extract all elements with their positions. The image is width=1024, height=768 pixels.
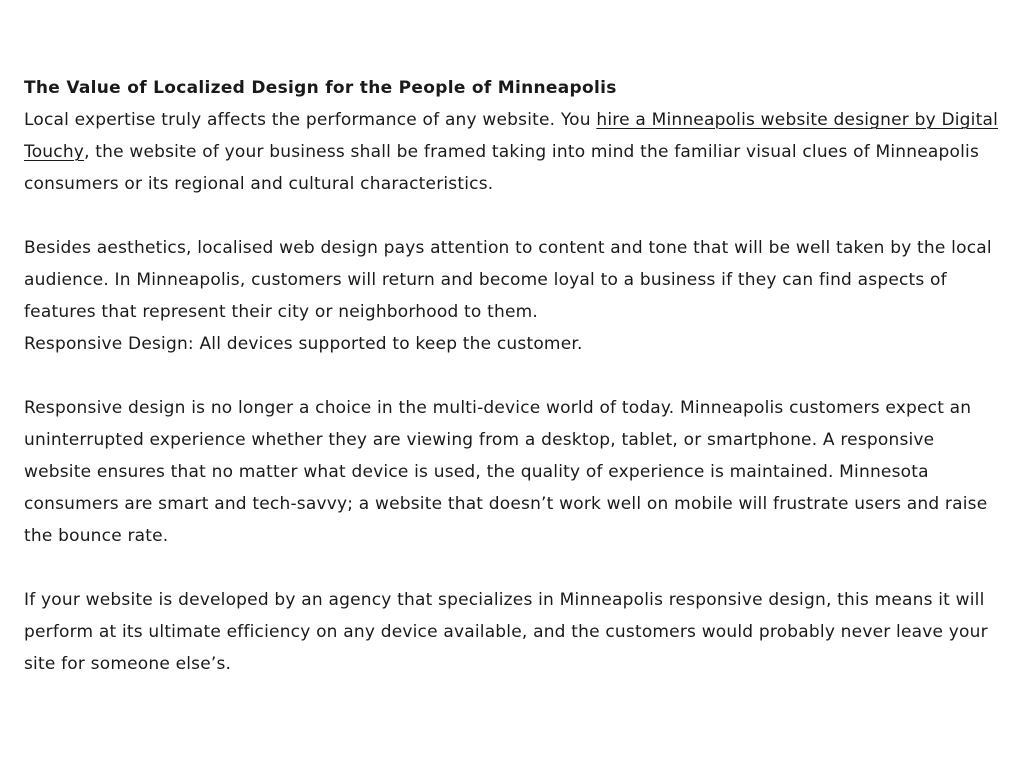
paragraph-spacer: [24, 200, 1000, 232]
article-body: [24, 72, 1000, 680]
paragraph-aesthetics: Besides aesthetics, localised web design pays attention to content and tone that will be well taken by the local audience. In Minneapolis, customers will return and become loyal to a business if they can find aspects of features that represent their city or neighborhood to them.: [24, 238, 992, 322]
article-title: The Value of Localized Design for the People of Minneapolis: [24, 78, 617, 98]
paragraph-text: Local expertise truly affects the performance of any website. You: [24, 110, 597, 130]
section-heading-responsive: Responsive Design: All devices supported to keep the customer.: [24, 334, 583, 354]
paragraph-text: , the website of your business shall be framed taking into mind the familiar visual clues of Minneapolis consumers or its regional and cultural characteristics.: [24, 142, 980, 194]
paragraph-agency: If your website is developed by an agency that specializes in Minneapolis responsive design, this means it will perform at its ultimate efficiency on any device available, and the customers would probably never leave your site for someone else’s.: [24, 590, 988, 674]
paragraph-spacer: [24, 552, 1000, 584]
hire-designer-link[interactable]: hire a Minneapolis website designer by Digital Touchy: [24, 110, 998, 162]
paragraph-responsive-design: Responsive design is no longer a choice in the multi-device world of today. Minneapolis customers expect an uninterrupted experience whether they are viewing from a desktop, tablet, or smartphone. A responsive website ensures that no matter what device is used, the quality of experience is maintained. Minnesota consumers are smart and tech-savvy; a website that doesn’t work well on mobile will frustrate users and raise the bounce rate.: [24, 398, 988, 546]
paragraph-localized-intro: [24, 104, 1000, 200]
paragraph-spacer: [24, 360, 1000, 392]
